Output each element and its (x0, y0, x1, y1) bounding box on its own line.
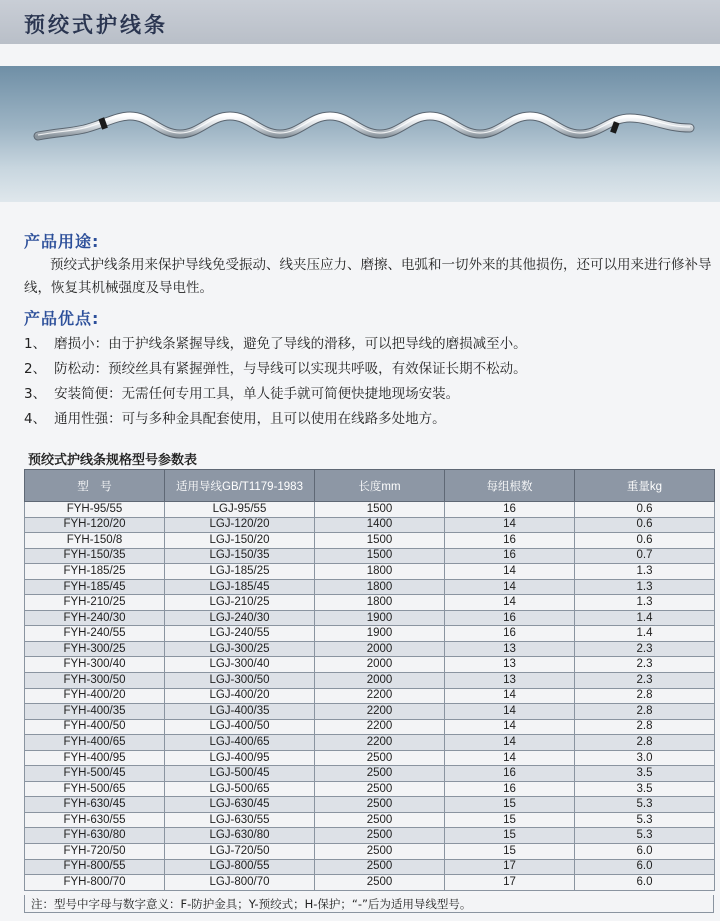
cell-model: FYH-800/70 (25, 875, 165, 891)
cell-weight: 2.8 (575, 704, 715, 720)
usage-heading: 产品用途: (24, 232, 100, 251)
cell-weight: 0.6 (575, 517, 715, 533)
table-body (25, 502, 715, 891)
table-row (25, 750, 715, 766)
table-row (25, 517, 715, 533)
cell-length: 1800 (315, 579, 445, 595)
advantage-text: 防松动：预绞丝具有紧握弹性，与导线可以实现共呼吸，有效保证长期不松动。 (54, 361, 527, 377)
cell-count: 14 (445, 719, 575, 735)
cell-length: 1500 (315, 533, 445, 549)
cell-count: 13 (445, 641, 575, 657)
table-row (25, 673, 715, 689)
cell-model: FYH-630/55 (25, 812, 165, 828)
cell-length: 1500 (315, 502, 445, 518)
cell-model: FYH-240/30 (25, 610, 165, 626)
cell-model: FYH-720/50 (25, 844, 165, 860)
cell-length: 1400 (315, 517, 445, 533)
cell-model: FYH-120/20 (25, 517, 165, 533)
cell-count: 16 (445, 533, 575, 549)
cell-length: 2200 (315, 735, 445, 751)
table-note: 注：型号中字母与数字意义：F-防护金具；Y-预绞式；H-保护；“-”后为适用导线型号。 (24, 895, 714, 913)
cell-weight: 5.3 (575, 812, 715, 828)
cell-conductor: LGJ-400/35 (165, 704, 315, 720)
cell-weight: 2.3 (575, 673, 715, 689)
cell-weight: 0.7 (575, 548, 715, 564)
cell-count: 15 (445, 797, 575, 813)
cell-model: FYH-630/45 (25, 797, 165, 813)
cell-conductor: LGJ-400/20 (165, 688, 315, 704)
table-row (25, 533, 715, 549)
table-row (25, 828, 715, 844)
cell-weight: 3.0 (575, 750, 715, 766)
cell-conductor: LGJ-400/50 (165, 719, 315, 735)
cell-weight: 3.5 (575, 781, 715, 797)
cell-model: FYH-400/35 (25, 704, 165, 720)
cell-conductor: LGJ-240/55 (165, 626, 315, 642)
table-row (25, 812, 715, 828)
cell-weight: 1.4 (575, 610, 715, 626)
header-conductor: 适用导线GB/T1179-1983 (165, 470, 315, 502)
cell-count: 17 (445, 875, 575, 891)
cell-conductor: LGJ-800/55 (165, 859, 315, 875)
table-row (25, 766, 715, 782)
cell-conductor: LGJ-300/25 (165, 641, 315, 657)
cell-weight: 2.3 (575, 641, 715, 657)
cell-count: 14 (445, 704, 575, 720)
cell-model: FYH-800/55 (25, 859, 165, 875)
cell-length: 2500 (315, 781, 445, 797)
cell-conductor: LGJ-630/55 (165, 812, 315, 828)
cell-weight: 1.4 (575, 626, 715, 642)
advantage-item (24, 382, 459, 402)
cell-model: FYH-400/20 (25, 688, 165, 704)
advantage-text: 安装简便：无需任何专用工具，单人徒手就可简便快捷地现场安装。 (54, 386, 460, 402)
cell-conductor: LGJ-240/30 (165, 610, 315, 626)
advantage-number: 2、 (24, 361, 47, 377)
cell-weight: 1.3 (575, 579, 715, 595)
table-row (25, 859, 715, 875)
advantage-number: 4、 (24, 411, 47, 427)
cell-model: FYH-500/45 (25, 766, 165, 782)
cell-conductor: LGJ-800/70 (165, 875, 315, 891)
cell-length: 2500 (315, 844, 445, 860)
cell-conductor: LGJ-185/45 (165, 579, 315, 595)
cell-count: 13 (445, 673, 575, 689)
product-photo (0, 66, 720, 202)
cell-weight: 2.8 (575, 735, 715, 751)
cell-length: 2200 (315, 719, 445, 735)
cell-weight: 2.3 (575, 657, 715, 673)
cell-count: 15 (445, 812, 575, 828)
advantages-heading: 产品优点: (24, 309, 100, 328)
table-row (25, 548, 715, 564)
cell-conductor: LGJ-720/50 (165, 844, 315, 860)
cell-model: FYH-95/55 (25, 502, 165, 518)
table-row (25, 844, 715, 860)
cell-count: 14 (445, 564, 575, 580)
cell-conductor: LGJ-150/35 (165, 548, 315, 564)
cell-conductor: LGJ-95/55 (165, 502, 315, 518)
cell-length: 2500 (315, 766, 445, 782)
table-row (25, 657, 715, 673)
table-header-row (25, 470, 715, 502)
cell-count: 16 (445, 766, 575, 782)
cell-length: 2200 (315, 704, 445, 720)
cell-conductor: LGJ-400/65 (165, 735, 315, 751)
cell-length: 2500 (315, 812, 445, 828)
cell-model: FYH-240/55 (25, 626, 165, 642)
cell-count: 14 (445, 579, 575, 595)
cell-conductor: LGJ-120/20 (165, 517, 315, 533)
title-bar (0, 0, 720, 44)
cell-model: FYH-185/25 (25, 564, 165, 580)
cell-length: 2200 (315, 688, 445, 704)
spec-table (24, 469, 715, 891)
cell-count: 16 (445, 781, 575, 797)
cell-model: FYH-500/65 (25, 781, 165, 797)
cell-length: 1800 (315, 595, 445, 611)
header-weight: 重量kg (575, 470, 715, 502)
table-row (25, 626, 715, 642)
cell-weight: 5.3 (575, 797, 715, 813)
cell-conductor: LGJ-630/80 (165, 828, 315, 844)
cell-weight: 3.5 (575, 766, 715, 782)
cell-length: 2000 (315, 657, 445, 673)
cell-model: FYH-210/25 (25, 595, 165, 611)
table-row (25, 564, 715, 580)
cell-count: 14 (445, 688, 575, 704)
cell-weight: 6.0 (575, 859, 715, 875)
cell-length: 2500 (315, 875, 445, 891)
page-title: 预绞式护线条 (24, 13, 168, 37)
cell-weight: 0.6 (575, 502, 715, 518)
armor-rod-image (0, 66, 720, 202)
cell-conductor: LGJ-300/50 (165, 673, 315, 689)
table-row (25, 610, 715, 626)
header-length: 长度mm (315, 470, 445, 502)
cell-model: FYH-400/50 (25, 719, 165, 735)
cell-weight: 2.8 (575, 688, 715, 704)
table-row (25, 735, 715, 751)
cell-count: 16 (445, 626, 575, 642)
table-row (25, 781, 715, 797)
advantage-item (24, 332, 527, 352)
table-row (25, 595, 715, 611)
cell-model: FYH-150/35 (25, 548, 165, 564)
cell-length: 2500 (315, 797, 445, 813)
cell-conductor: LGJ-400/95 (165, 750, 315, 766)
advantage-text: 通用性强：可与多种金具配套使用，且可以使用在线路多处地方。 (54, 411, 446, 427)
table-row (25, 641, 715, 657)
cell-length: 2500 (315, 750, 445, 766)
advantage-text: 磨损小：由于护线条紧握导线，避免了导线的滑移，可以把导线的磨损减至小。 (54, 336, 527, 352)
advantage-number: 1、 (24, 336, 47, 352)
cell-count: 14 (445, 750, 575, 766)
advantage-number: 3、 (24, 386, 47, 402)
cell-conductor: LGJ-300/40 (165, 657, 315, 673)
cell-length: 2000 (315, 673, 445, 689)
cell-length: 1900 (315, 626, 445, 642)
spec-table-container (24, 469, 714, 891)
usage-text (24, 254, 712, 300)
table-title: 预绞式护线条规格型号参数表 (28, 453, 198, 468)
table-row (25, 688, 715, 704)
cell-weight: 5.3 (575, 828, 715, 844)
cell-count: 14 (445, 595, 575, 611)
cell-model: FYH-150/8 (25, 533, 165, 549)
cell-count: 15 (445, 828, 575, 844)
cell-count: 17 (445, 859, 575, 875)
table-row (25, 502, 715, 518)
cell-model: FYH-400/65 (25, 735, 165, 751)
cell-count: 14 (445, 735, 575, 751)
cell-conductor: LGJ-210/25 (165, 595, 315, 611)
table-row (25, 704, 715, 720)
advantage-item (24, 407, 446, 427)
cell-count: 13 (445, 657, 575, 673)
header-model: 型 号 (25, 470, 165, 502)
cell-model: FYH-630/80 (25, 828, 165, 844)
usage-text-content: 预绞式护线条用来保护导线免受振动、线夹压应力、磨擦、电弧和一切外来的其他损伤，还可以用来进行修补导线，恢复其机械强度及导电性。 (24, 257, 712, 296)
cell-length: 1500 (315, 548, 445, 564)
header-count: 每组根数 (445, 470, 575, 502)
cell-length: 1800 (315, 564, 445, 580)
cell-model: FYH-400/95 (25, 750, 165, 766)
cell-weight: 6.0 (575, 844, 715, 860)
cell-length: 2000 (315, 641, 445, 657)
cell-length: 2500 (315, 828, 445, 844)
advantage-item (24, 357, 527, 377)
cell-weight: 0.6 (575, 533, 715, 549)
cell-count: 14 (445, 517, 575, 533)
cell-model: FYH-300/25 (25, 641, 165, 657)
cell-count: 16 (445, 502, 575, 518)
cell-conductor: LGJ-630/45 (165, 797, 315, 813)
cell-model: FYH-300/40 (25, 657, 165, 673)
cell-count: 16 (445, 548, 575, 564)
cell-count: 16 (445, 610, 575, 626)
table-row (25, 579, 715, 595)
cell-weight: 6.0 (575, 875, 715, 891)
table-row (25, 797, 715, 813)
cell-model: FYH-185/45 (25, 579, 165, 595)
cell-weight: 2.8 (575, 719, 715, 735)
table-row (25, 719, 715, 735)
cell-weight: 1.3 (575, 595, 715, 611)
cell-weight: 1.3 (575, 564, 715, 580)
cell-conductor: LGJ-500/45 (165, 766, 315, 782)
cell-conductor: LGJ-150/20 (165, 533, 315, 549)
cell-conductor: LGJ-500/65 (165, 781, 315, 797)
cell-conductor: LGJ-185/25 (165, 564, 315, 580)
cell-model: FYH-300/50 (25, 673, 165, 689)
cell-length: 1900 (315, 610, 445, 626)
cell-length: 2500 (315, 859, 445, 875)
table-row (25, 875, 715, 891)
cell-count: 15 (445, 844, 575, 860)
